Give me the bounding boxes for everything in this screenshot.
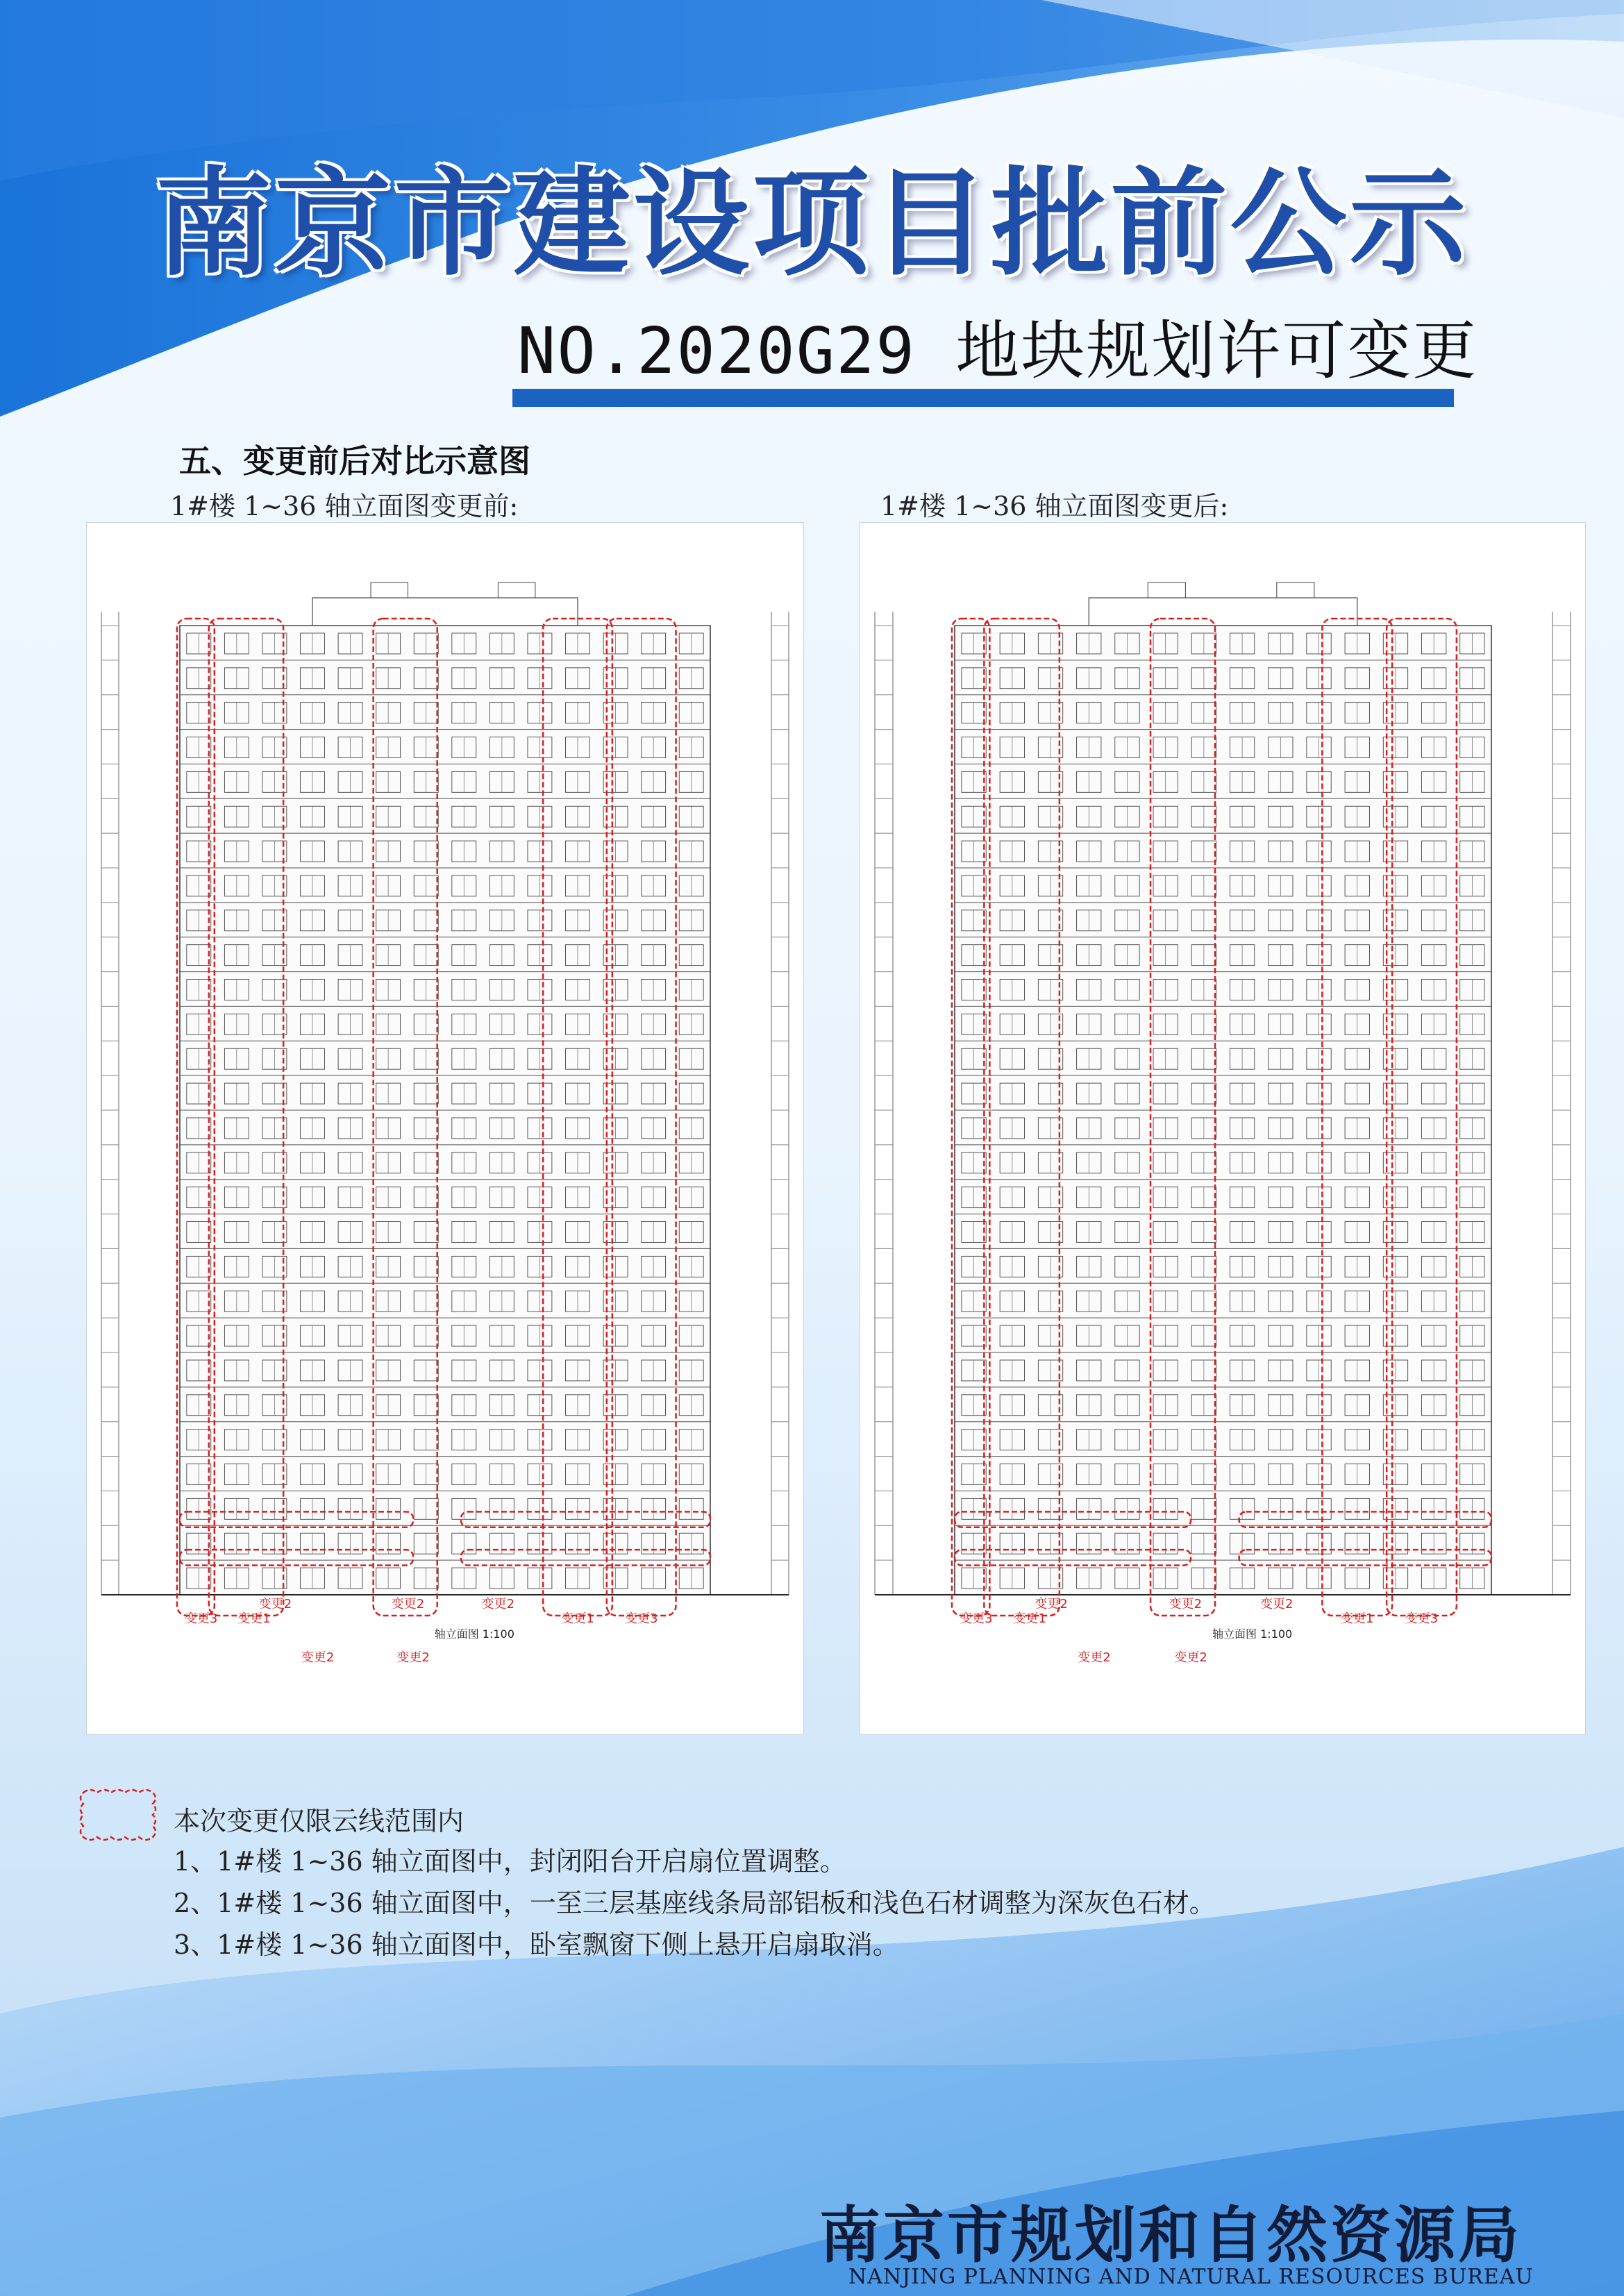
change-label: 变更3 — [624, 1611, 658, 1626]
roof-structure — [1148, 583, 1185, 598]
page-title: 南京市建设项目批前公示 — [155, 154, 1469, 292]
roof-parapet — [312, 598, 578, 626]
elevation-after-svg — [860, 523, 1585, 1734]
footer-organization-name-en: NANJING PLANNING AND NATURAL RESOURCES BUREAU — [848, 2265, 1534, 2289]
drawing-caption-before: 1#楼 1~36 轴立面图变更前: — [170, 491, 519, 521]
change-label: 变更2 — [1078, 1650, 1111, 1665]
change-label: 变更1 — [237, 1611, 271, 1626]
change-label: 变更3 — [960, 1611, 993, 1626]
roof-structure — [1277, 583, 1314, 598]
elevation-drawing-after — [860, 522, 1586, 1735]
drawing-caption-after: 1#楼 1~36 轴立面图变更后: — [880, 491, 1229, 521]
change-label: 变更2 — [1035, 1597, 1068, 1612]
section-heading: 五、变更前后对比示意图 — [179, 442, 530, 480]
title-underline-bar — [512, 389, 1454, 407]
note-item-2: 2、1#楼 1~36 轴立面图中，一至三层基座线条局部铝板和浅色石材调整为深灰色石材。 — [174, 1888, 1216, 1918]
change-label: 变更2 — [481, 1597, 515, 1612]
drawing-title-block: 轴立面图 1:100 — [434, 1627, 514, 1641]
footer-organization-name: 南京市规划和自然资源局 — [819, 2199, 1523, 2271]
change-label: 变更2 — [1174, 1650, 1207, 1665]
change-label: 变更2 — [1169, 1597, 1203, 1612]
drawing-title-block: 轴立面图 1:100 — [1212, 1627, 1293, 1641]
change-label: 变更2 — [301, 1650, 335, 1665]
revision-cloud-legend-icon — [76, 1786, 165, 1844]
roof-structure — [498, 583, 535, 598]
change-label: 变更2 — [258, 1597, 292, 1612]
change-label: 变更2 — [396, 1650, 430, 1665]
note-item-3: 3、1#楼 1~36 轴立面图中，卧室飘窗下侧上悬开启扇取消。 — [174, 1929, 899, 1960]
elevation-drawing-before — [86, 522, 804, 1735]
change-label: 变更3 — [1405, 1611, 1439, 1626]
elevation-before-svg — [87, 523, 803, 1734]
note-item-1: 1、1#楼 1~36 轴立面图中，封闭阳台开启扇位置调整。 — [174, 1846, 846, 1877]
change-label: 变更3 — [184, 1611, 218, 1626]
legend-note: 本次变更仅限云线范围内 — [174, 1806, 464, 1836]
roof-structure — [371, 583, 408, 598]
change-label: 变更1 — [561, 1611, 594, 1626]
roof-parapet — [1089, 598, 1357, 626]
change-label: 变更2 — [1260, 1597, 1294, 1612]
change-label: 变更2 — [391, 1597, 425, 1612]
change-label: 变更1 — [1341, 1611, 1374, 1626]
change-label: 变更1 — [1013, 1611, 1046, 1626]
project-number-title: NO.2020G29 地块规划许可变更 — [517, 314, 1478, 388]
